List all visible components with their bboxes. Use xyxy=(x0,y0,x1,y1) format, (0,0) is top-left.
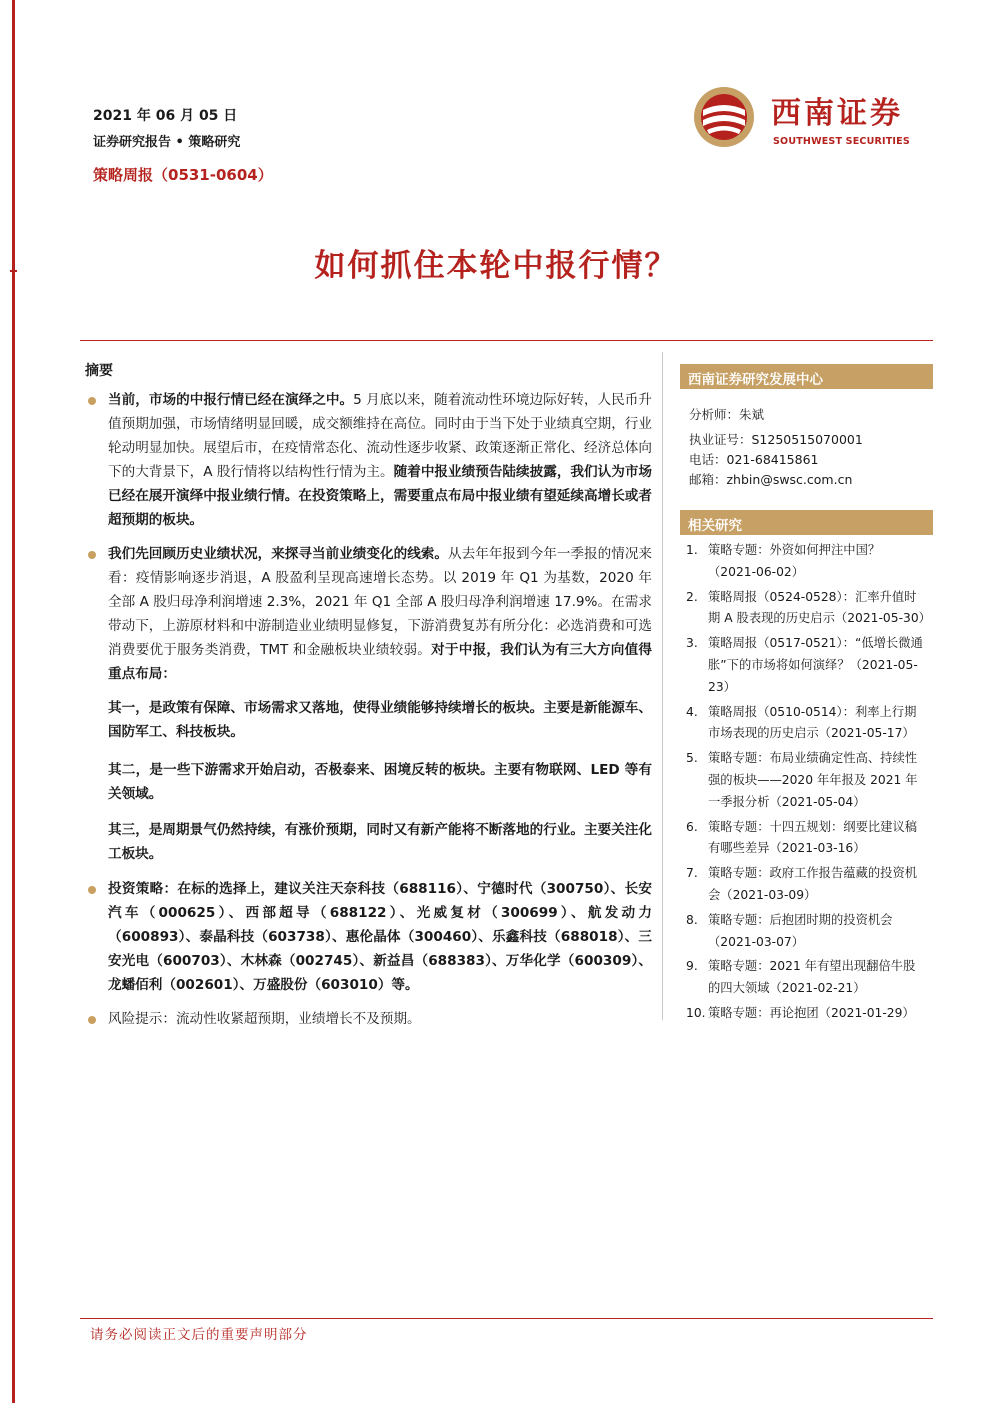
paragraph-2-lead: 我们先回顾历史业绩状况，来探寻当前业绩变化的线索。 xyxy=(108,546,449,562)
list-item[interactable] xyxy=(686,1003,926,1025)
item-text: 策略专题：布局业绩确定性高、持续性强的板块——2020 年年报及 2021 年一季报分析（2021-05-04） xyxy=(708,751,918,809)
related-research-title: 相关研究 xyxy=(688,518,742,534)
logo-name-cn: 西南证券 xyxy=(771,96,903,131)
item-number: 2. xyxy=(686,589,698,604)
report-series: 策略周报（0531-0604） xyxy=(93,166,273,184)
list-item[interactable] xyxy=(686,587,931,631)
item-text: 策略专题：后抱团时期的投资机会（2021-03-07） xyxy=(708,912,893,949)
southwest-securities-logo-icon xyxy=(693,86,755,148)
bullet-icon xyxy=(88,1016,96,1024)
direction-three: 其三，是周期景气仍然持续，有涨价预期，同时又有新产能将不断落地的行业。主要关注化工板块。 xyxy=(108,822,652,862)
item-number: 4. xyxy=(686,704,698,719)
item-number: 6. xyxy=(686,819,698,834)
column-divider xyxy=(662,352,663,1020)
item-number: 1. xyxy=(686,543,698,557)
abstract-heading: 摘要 xyxy=(85,363,113,379)
item-text: 策略专题：政府工作报告蕴藏的投资机会（2021-03-09） xyxy=(708,866,918,902)
item-text: 策略专题：十四五规划：纲要比建议稿有哪些差异（2021-03-16） xyxy=(708,819,918,856)
item-text: 策略周报（0524-0528）：汇率升值时期 A 股表现的历史启示（2021-05-30） xyxy=(708,589,931,626)
paragraph-2-conclusion: 对于中报，我们认为有三大方向值得重点布局： xyxy=(108,642,653,682)
item-text: 策略周报（0510-0514）：利率上行期市场表现的历史启示（2021-05-17） xyxy=(708,704,917,741)
bullet-icon xyxy=(88,886,96,894)
item-number: 7. xyxy=(686,866,698,881)
item-number: 10. xyxy=(686,1005,706,1020)
analyst-email: 邮箱：zhbin@swsc.com.cn xyxy=(689,472,853,487)
bullet-icon xyxy=(88,551,96,559)
risk-warning: 风险提示：流动性收紧超预期，业绩增长不及预期。 xyxy=(108,1011,421,1027)
report-title: 如何抓住本轮中报行情？ xyxy=(314,248,678,284)
research-center-title: 西南证券研究发展中心 xyxy=(688,372,823,388)
title-divider xyxy=(80,340,933,341)
report-date: 2021 年 06 月 05 日 xyxy=(93,108,238,124)
list-item[interactable] xyxy=(686,702,926,746)
direction-two: 其二，是一些下游需求开始启动，否极泰来、困境反转的板块。主要有物联网、LED 等有关领域。 xyxy=(108,762,652,802)
item-text: 策略专题：2021 年有望出现翻倍牛股的四大领域（2021-02-21） xyxy=(708,959,916,996)
logo-name-en: SOUTHWEST SECURITIES xyxy=(773,136,910,147)
paragraph-2-body: 从去年年报到今年一季报的情况来看：疫情影响逐步消退，A 股盈利呈现高速增长态势。以 2019 年 Q1 为基数，2020 年全部 A 股归母净利润增速 2.3%，2021 年 Q1 全部 A 股归母净利润增速 17.9%。在需求带动下，上游原材料和中游制造业业绩明显修复，下游消费复苏有所分化：必选消费和可选消费要优于服务类消费，TMT 和金融板块业绩较弱。 xyxy=(108,546,653,658)
item-number: 5. xyxy=(686,751,698,766)
list-item[interactable] xyxy=(686,633,926,698)
item-text: 策略专题：外资如何押注中国？（2021-06-02） xyxy=(708,543,881,579)
list-item[interactable] xyxy=(686,910,926,954)
item-number: 3. xyxy=(686,636,698,651)
investment-strategy: 投资策略：在标的选择上，建议关注天奈科技（688116）、宁德时代（300750）、长安汽车（000625）、西部超导（688122）、光威复材（300699）、航发动力（600893）、泰晶科技（603738）、惠伦晶体（300460）、乐鑫科技（688018）、三安光电（600703）、木林森（002745）、新益昌（688383）、万华化学（600309）、龙蟠佰利（002601）、万盛股份（603010）等。 xyxy=(108,881,652,993)
list-item[interactable] xyxy=(686,956,926,1000)
item-text: 策略周报（0517-0521）：“低增长微通胀”下的市场将如何演绎？（2021-05-23） xyxy=(708,636,923,694)
list-item[interactable] xyxy=(686,748,926,813)
list-item[interactable] xyxy=(686,863,926,907)
bullet-icon xyxy=(88,397,96,405)
paragraph-1-body: 5 月底以来，随着流动性环境边际好转，人民币升值预期加强，市场情绪明显回暖，成交额维持在高位。同时由于当下处于业绩真空期，行业轮动明显加快。展望后市，在疫情常态化、流动性逐步收紧、政策逐渐正常化、经济总体向下的大背景下，A 股行情将以结构性行情为主。 xyxy=(108,392,653,480)
analyst-license: 执业证号：S1250515070001 xyxy=(689,432,863,447)
analyst-phone: 电话：021-68415861 xyxy=(689,452,819,467)
footer-divider xyxy=(80,1318,933,1319)
report-type: 证券研究报告 • 策略研究 xyxy=(93,135,241,150)
paragraph-1-conclusion: 随着中报业绩预告陆续披露，我们认为市场已经在展开演绎中报业绩行情。在投资策略上，需要重点布局中报业绩有望延续高增长或者超预期的板块。 xyxy=(108,464,653,528)
related-research-bar xyxy=(680,510,933,535)
abstract-paragraph-2 xyxy=(108,542,652,686)
list-item[interactable] xyxy=(686,540,926,584)
item-number: 9. xyxy=(686,959,698,974)
item-text: 策略专题：再论抱团（2021-01-29） xyxy=(708,1005,915,1020)
left-margin-rule xyxy=(12,0,15,1403)
footer-notice: 请务必阅读正文后的重要声明部分 xyxy=(90,1327,308,1343)
direction-one: 其一，是政策有保障、市场需求又落地，使得业绩能够持续增长的板块。主要是新能源车、国防军工、科技板块。 xyxy=(108,700,652,740)
related-research-list xyxy=(686,540,931,1025)
abstract-paragraph-1 xyxy=(108,388,652,532)
list-item[interactable] xyxy=(686,817,926,861)
analyst-name: 分析师：朱斌 xyxy=(689,407,765,422)
research-center-bar xyxy=(680,364,933,389)
item-number: 8. xyxy=(686,912,698,927)
company-logo xyxy=(693,86,933,152)
paragraph-1-lead: 当前，市场的中报行情已经在演绎之中。 xyxy=(108,392,354,408)
